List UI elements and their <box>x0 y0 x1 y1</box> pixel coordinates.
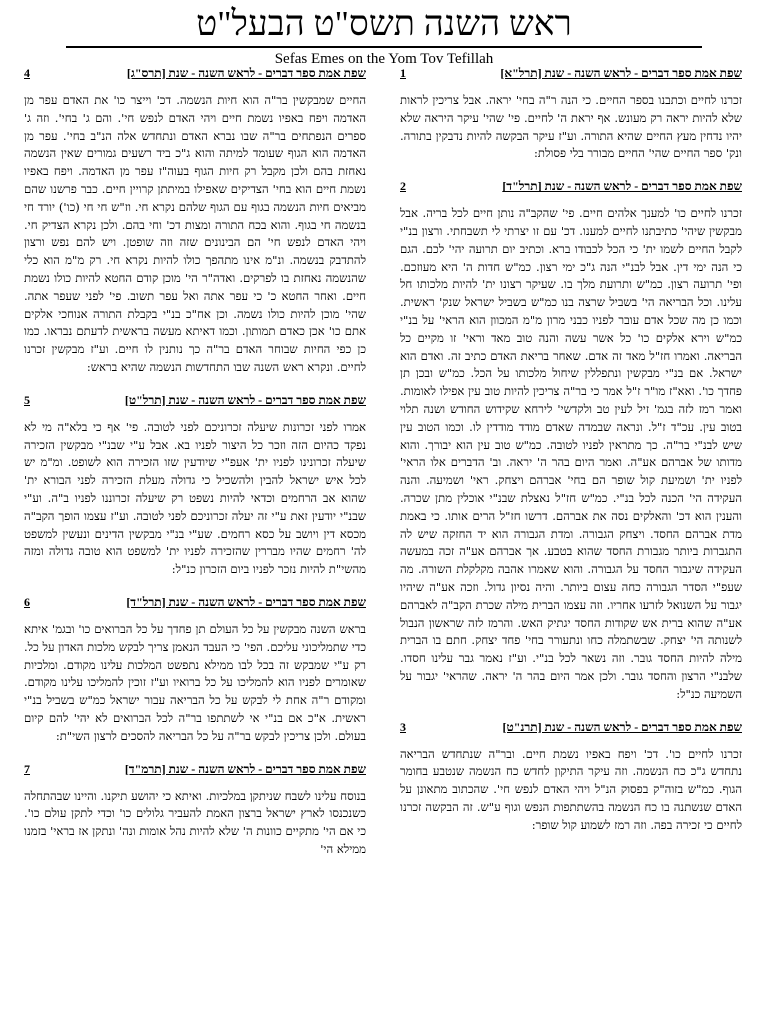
section-header <box>400 177 742 195</box>
section-number: 6 <box>24 594 30 609</box>
section-header <box>24 760 366 778</box>
section-header <box>400 718 742 736</box>
section-heading: שפת אמת ספר דברים - לראש השנה - שנת [תרס"ג] <box>126 66 366 80</box>
section-6 <box>24 593 366 746</box>
section-3 <box>400 718 742 835</box>
section-heading: שפת אמת ספר דברים - לראש השנה - שנת [תרל"א] <box>500 66 742 80</box>
section-5 <box>24 391 366 579</box>
section-number: 7 <box>24 761 30 776</box>
section-header <box>400 64 742 82</box>
section-body: זכרנו לחיים כו'. דכ' ויפח באפיו נשמת חיים. ובר"ה שנתחדש הבריאה נתחדש ג"כ כח הנשמה. וזה עיקר התיקון לחדש כח הנשמה שנטבע בחומר הגוף. כמ"ש בזוה"ק בפסוק הנ"ל ויהי האדם לנפש חי'. שהכתוב מתאונן על האדם שנשתנה בו כח הנשמה בהשתתפות הנפש וגוף ע"ש. זה הבקשה זכרנו לחיים כי זכירה בפה. וזה רמז לשמוע קול שופר: <box>400 746 742 832</box>
section-heading: שפת אמת ספר דברים - לראש השנה - שנת [תרנ"ט] <box>502 719 742 734</box>
section-number: 2 <box>400 179 406 194</box>
section-header <box>24 64 366 82</box>
section-number: 1 <box>400 66 406 80</box>
section-number: 3 <box>400 719 406 734</box>
section-heading: שפת אמת ספר דברים - לראש השנה - שנת [תרל"ד] <box>502 179 742 194</box>
section-4 <box>24 64 366 377</box>
section-7 <box>24 760 366 859</box>
section-heading: שפת אמת ספר דברים - לראש השנה - שנת [תרמ"ד] <box>124 761 366 776</box>
section-header <box>24 593 366 611</box>
section-body: אמרו לפני זכרונות שיעלה זכרוניכם לפני לטובה. פי' אף כי בלא"ה מי לא נפקד כהיום הזה וזכר כל היצור לפניו בא. אבל ע"י שבנ"י מבקשין הזכירה שיעלה זכרונינו לפניו ית' אעפ"י שיודעין שזו הזכירה הוא לשופט. ומ"מ יש לכל איש ישראל להבין ולהשכיל כי גדולה מעלת הזכירה לפני הבורא ית' שהוא אב הרחמים וכדאי להיות נשפט רק שיעלה זכרוננו לפניו ב"ה. וע"י שבנ"י יודעין זאת ע"י זה יעלה זכרוניכם לפני לטובה. וע"ז עצמו הופך הקב"ה מכסא דין ויושב על כסא רחמים. שע"י בנ"י מבקשין הדינים ונעשין למשפט לה' רחמים שהיו מבררין שהזכירה לפניו ית' למשפט הוא טובה גדולה ומזה מהשי"ת להיות נזכר לפניו ביום הזכרון כנ"ל: <box>24 419 366 577</box>
section-body: החיים שמבקשין בר"ה הוא חיות הנשמה. דכ' וייצר כו' את האדם עפר מן האדמה ויפח באפיו נשמת חיים ויהי האדם לנפש חי'. והם ג' בחי'. וזה ג' ספרים הנפתחים בר"ה שבו נברא האדם ונתחדש אלה הנ"ב בחי'. עפר מן האדמה הוא הגוף שעומד למיתה והוא ג"כ ביד רשעים גמורים שאין הנשמה נאחזת בהם ולכן מקבל רק חיות הגוף בעוה"ז עפר מן האדמה. ויפח באפיו נשמת חיים הוא בחי' הצדיקים שאפילו במיתתן קרויין חיים. כבר פרשנו שהם מביאים חיות הנשמה בגוף עם הגוף שלהם נקרא חי. וז"ש חי חי (כו') יורד חי בנשמה חי בגוף. והוא בכח התורה ומצות דכ' וחי בהם. ולכן נקרא הצדיק חי. ויהי האדם לנפש חי' הם הבינונים שזה וזה שופטן. ויש להם נפש ורצון להתדבק בנשמה. ונ"מ אינו מתהפך כולו להיות נקרא חי. רק מ"מ הוא כלי שהנשמה נאחזת בו לפרקים. ואדה"ר הי' מוכן קודם החטא להיות כולו נשמת חיים. ואחר החטא כ' כי עפר אתה ואל עפר תשוב. פי' לפני שעפר אתה. שהי' מוכן להיות כולו נשמה. וכן אח"כ בנ"י בקבלת התורה אנוחכי אלקים אתם כו' אכן כאדם תמותון. וכמו דאיתא מעשה בראשית לדעתם נבראו. כמו כן כפי החיות שבוחר האדם בר"ה כך נותנין לו חיים. וע"ז מבקשין זכרנו לחיים. ונקרא ראש השנה שבו התחדשות הנשמה שהיא בראש: <box>24 93 366 374</box>
section-number: 5 <box>24 392 30 407</box>
section-2 <box>400 177 742 703</box>
section-heading: שפת אמת ספר דברים - לראש השנה - שנת [תרל"ט] <box>124 392 366 407</box>
column-left <box>24 64 366 1024</box>
section-body: בנוסח עלינו לשבח שניתקן במלכיות. ואיתא כי יהושע תיקנו. והיינו שבהתחלה כשנכנסו לארץ ישראל ברצון האמת להעביר גלולים כו' וכדי לתקן עולם כו'. כי אם הי' מתקיים כוונות ה' שלא להיות נהל אומות ונה' ונתקן אז בראי' בזמנו ממילא הי' <box>24 788 366 856</box>
section-1 <box>400 64 742 163</box>
section-body: זכרנו לחיים וכתבנו בספר החיים. כי הנה ר"ה בחי' יראה. אבל צריכין לראות שלא להיות יראה רק מעונש. אף יראת ה' לחיים. פי' שהי' עיקר היראה שלא יהיו נדחין מעץ החיים שהיא התורה. וע"ז עיקר הבקשה להיות נדבקין בתורה. ונק' ספר החיים שהי' החיים מבורר בלי פסולת: <box>400 93 742 161</box>
section-body: זכרנו לחיים כו' למענך אלהים חיים. פי' שהקב"ה נותן חיים לכל בריה. אבל מבקשין שיהי' כתיבתנו לחיים למענו. דכ' עם זו יצרתי לי תשבחתי. ורצון בנ"י לקבל החיים לשמו ית' כי הכל לכבודו ברא. וכתיב יום תרועה יהי' לכם. הגם כי הנה ימי דין. אבל לבנ"י הנה ג"כ ימי רצון. כמ"ש חדות ה' היא מעוזכם. ופי' תרועה רצון. כמ"ש ותרועת מלך בו. שעיקר רצונו ית' להיות מלכותו חל עלינו. וכל הבריאה הי' בשביל שרצה בנו כמ"ש בשביל ישראל שנק' ראשית. וכמו כן מה שכל אדם עובר לפניו כבני מרון מ"מ המכוון הוא הראי' על בנ"י כמ"ש וירא אלקים כו' כל אשר עשה והנה טוב מאד וראי' זו מקיים כל הבריאה. ואמרו חז"ל מאד זה אדם. שאחר בריאת האדם כתיב זה. ואדם הוא ישראל. אם בנ"י מבקשין ונתפללין שיחול מלכותו על הכל. כמ"ש ובכן תן פחדך כו'. ואא"ז מו"ר ז"ל אמר כי בר"ה צריכין להיות טוב עין אפילו לאומות. ואמר רמז לזה בגמ' זיל לעין טב ולקדשי' לירחא שקידוש החודש ושנה תלוי בטוב עין. עכ"ד ז"ל. ונראה שבמדה שאדם מודד מודדין לו. וכמו הטוב עין שיש לבנ"י בר"ה. כך מתראין לפניו לטובה. כמ"ש טוב עין הוא יבורך. והוא מדותו של אברהם אע"ה. ואמר היום בהר ה' יראה. וב' הדברים אלו הראי' לפניו ית' ושמיעת קול שופר הם בחי' אברהם ויצחק. ראי' ושמיעה. והנה העקידה הי' הכנה לכל בנ"י. כמ"ש חז"ל נאצלת שבנ"י אוכלין מתן שכרה. והענין הוא דכ' והאלקים נסה את אברהם. דרשו חז"ל הרים אותו. כי באמת מדת אברהם החסד. ויצחק הגבורה. ומדת הגבורה הוא יד החזקה שיש לה התגברות ביותר מגבורת החסד שהוא בטבע. אך אברהם אע"ה זכה במעשה העקידה שיגבור החסד על הגבורה. והוא שאמרו אהבה מקלקלת השורה. מה שעפ"י הסדר הגבורה כחה עצום ביותר. והיה נסיון גדול. וזכה אע"ה שיהיו יגבור על השנואל לזרעו אחריו. וזה עצמו הברית מילה שכרת הקב"ה לאברהם אע"ה שהוא ברית אש שקודות החסד יגתיק האש. והרמז לזה שראשון הנבול לשנותה הי' יצחק. שבשתמלה כחו ונתעורר בחי' פחד יצחק. חתם בו הברית מילה להיות החסד גובר. וזה נשאר לכל בנ"י. וע"ז נאמר גבר עלינו חסדו. שלבנ"י הרצון והחסד גובר. ולכן אמר היום בהר ה' יראה. שהראי' יגבור על השמיעה כנ"ל: <box>400 206 742 701</box>
page-subtitle: Sefas Emes on the Yom Tov Tefillah <box>274 51 494 67</box>
title-rule <box>66 46 702 48</box>
section-header <box>24 391 366 409</box>
section-body: בראש השנה מבקשין על כל העולם תן פחדך על כל הברואים כו' ובגמ' איתא כדי שתמליכוני עליכם. הפי' כי העבד הנאמן צריך לבקש מלכות האדון על כל. רק ע"י שמבקש זה בכל לבו ממילא נתפשט המלכות עלינו מקודם. ומלכיות שאומרים לפניו הוא להמליכו על כל ברואיו וע"ז זוכין להמליכו עלינו מקודם. ומקודם ר"ה אחת לי לבקש על כל הבריאה עבור ישראל כמ"ש בשביל בנ"י ראשית. א"כ אם בנ"י אי לשתתפו בר"ה לכל הברואים לא יהי' להם קיום בעולם. ולכן צריכין לבקש בר"ה על כל הבריאה להסכים לרצון השי"ת: <box>24 621 366 743</box>
columns <box>0 64 768 1024</box>
section-heading: שפת אמת ספר דברים - לראש השנה - שנת [תרל"ד] <box>126 594 366 609</box>
section-number: 4 <box>24 66 30 80</box>
page-title: ראש השנה תשס"ט הבעל"ט <box>196 4 572 43</box>
column-right <box>400 64 742 1024</box>
